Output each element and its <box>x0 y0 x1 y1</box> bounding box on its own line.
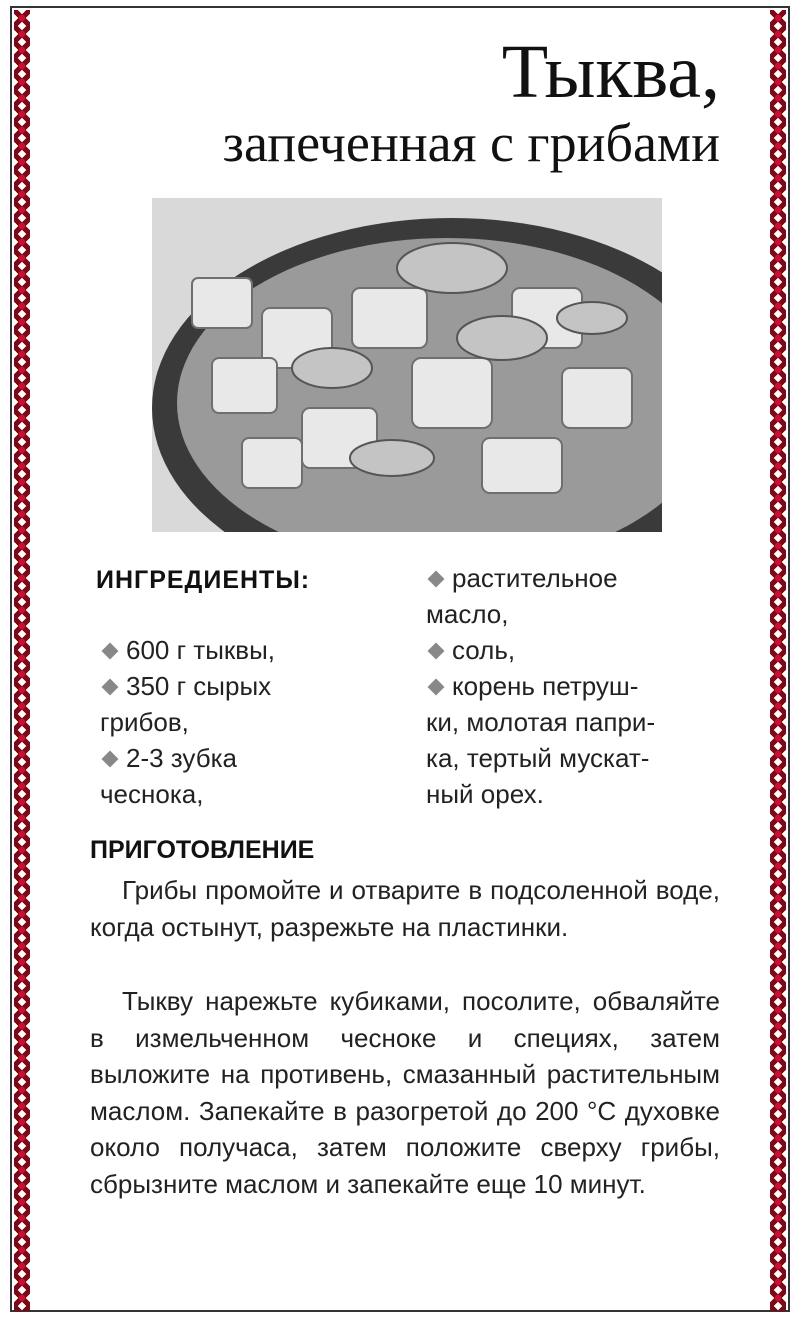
ornament-border-right <box>770 10 786 1311</box>
ornament-border-left <box>14 10 30 1311</box>
ingredient-item-cont: масло, <box>426 599 509 629</box>
ingredient-item-cont: ный орех. <box>426 779 544 809</box>
ingredients-heading: ИНГРЕДИЕНТЫ: <box>96 566 311 594</box>
preparation-paragraph-2: Тыкву нарежьте кубиками, посолите, обваляйте в измельченном чесноке и специях, затем выложите на противень, смазанный растительным маслом. Запекайте в разогретой до 200 °С духовке около получаса, затем положите сверху грибы, сбрызните маслом и запекайте еще 10 минут. <box>90 986 720 1199</box>
diamond-bullet-icon <box>102 678 119 695</box>
ingredients-list-right <box>426 560 736 812</box>
ingredient-item-cont: ки, молотая папри- <box>426 707 656 737</box>
ingredient-item-cont: чеснока, <box>100 779 204 809</box>
recipe-title-line1: Тыква, <box>501 30 720 114</box>
ingredient-item: корень петруш- <box>426 668 736 704</box>
diamond-bullet-icon <box>428 570 445 587</box>
diamond-bullet-icon <box>102 750 119 767</box>
ingredient-item-cont: ка, тертый мускат- <box>426 743 650 773</box>
ingredient-item-cont: грибов, <box>100 707 189 737</box>
preparation-heading: ПРИГОТОВЛЕНИЕ <box>90 836 315 864</box>
ingredient-item: 600 г тыквы, <box>100 632 380 668</box>
ingredient-item: растительное <box>426 560 736 596</box>
dish-photo <box>152 198 662 532</box>
ingredient-item: 2-3 зубка <box>100 740 380 776</box>
recipe-title-line2: запеченная с грибами <box>222 113 720 173</box>
diamond-bullet-icon <box>428 642 445 659</box>
ingredient-item: 350 г сырых <box>100 668 380 704</box>
ingredient-item: соль, <box>426 632 736 668</box>
ingredients-list-left <box>100 632 380 812</box>
dish-photo-image <box>152 198 662 532</box>
diamond-bullet-icon <box>102 642 119 659</box>
diamond-bullet-icon <box>428 678 445 695</box>
preparation-paragraph-1: Грибы промойте и отварите в подсоленной воде, когда остынут, разрежьте на пластинки. <box>90 875 720 942</box>
